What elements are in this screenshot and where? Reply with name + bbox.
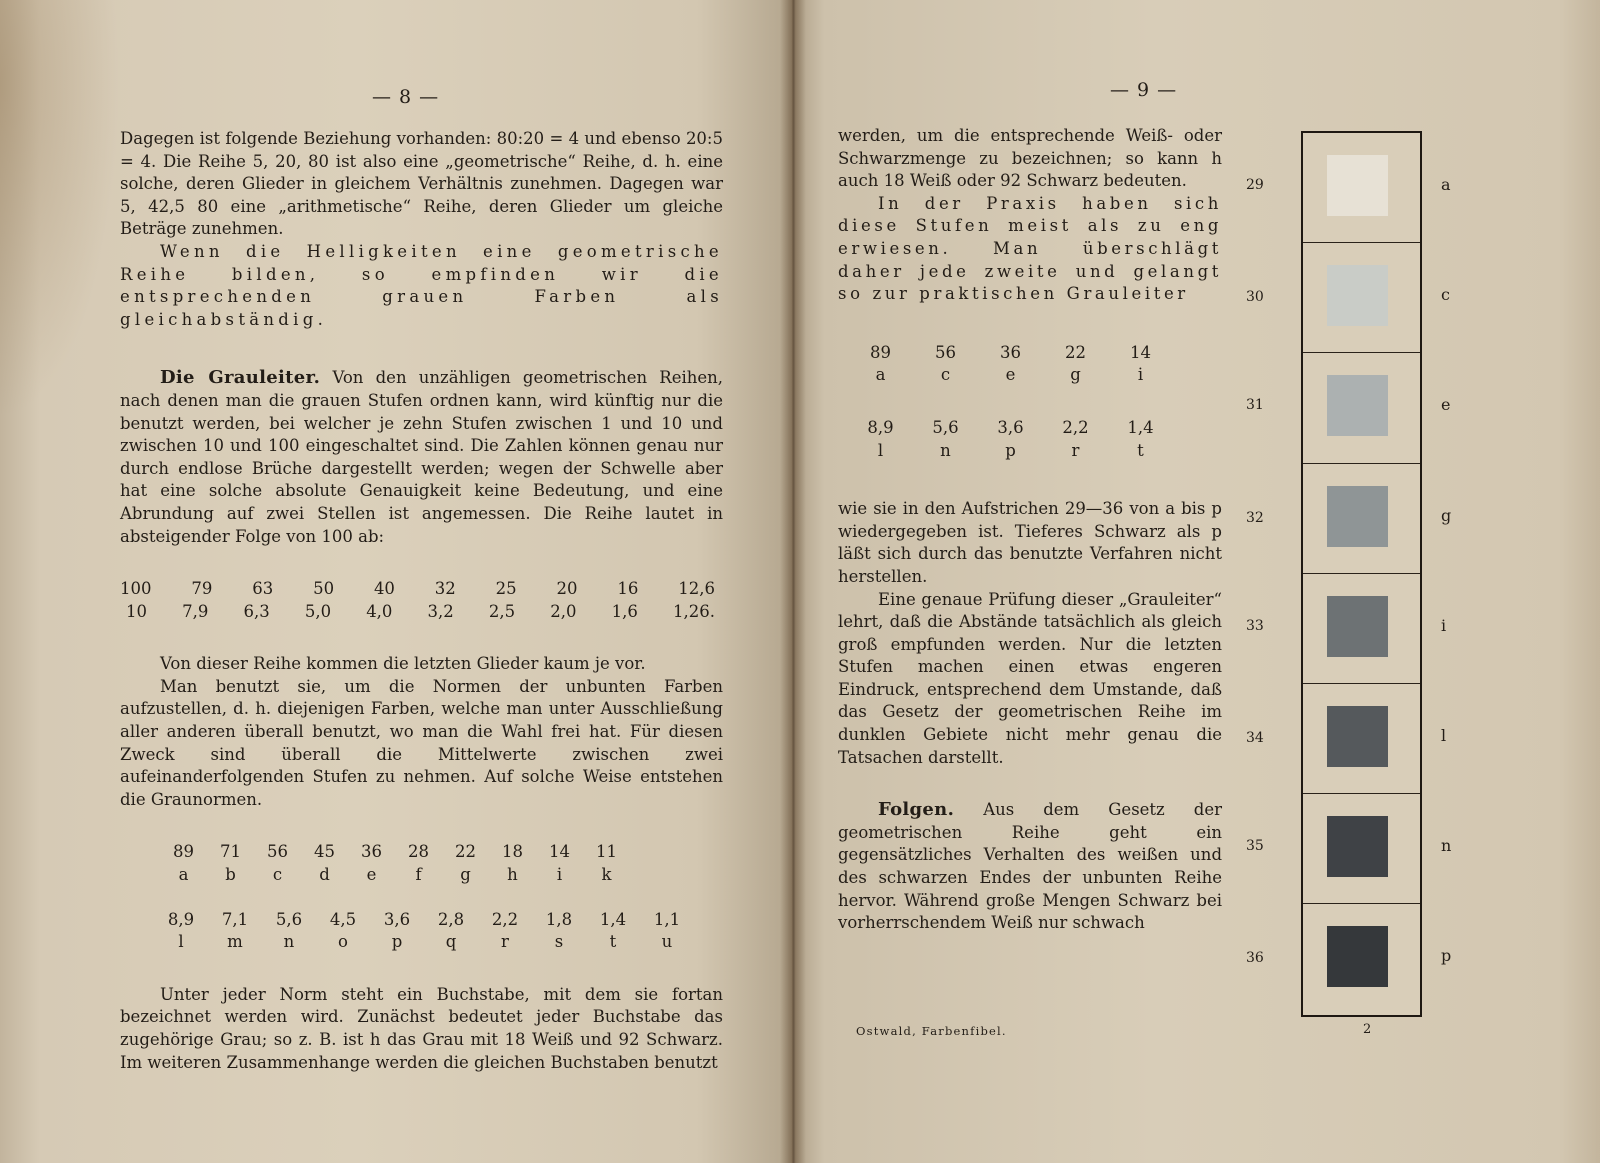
grey-swatch <box>1327 816 1388 877</box>
norm-value: 3,6 <box>383 909 411 929</box>
norm-value: 2,2 <box>491 909 519 929</box>
norms-table-2 <box>120 909 723 954</box>
practical-value: 56 <box>935 342 956 362</box>
series-value: 4,0 <box>366 601 393 621</box>
swatch-cell <box>1246 464 1452 574</box>
swatch-number: 29 <box>1246 177 1264 193</box>
swatch-number: 34 <box>1246 729 1264 746</box>
paragraph-letters: Unter jeder Norm steht ein Buchstabe, mit dem sie fortan bezeichnet werden wird. Zunächst bedeutet jeder Buchstabe das zugehörige Grau; so z. B. ist h das Grau mit 18 Weiß und 92 Schwarz. Im weiteren Zusammenhange werden die gleichen Buchstaben benutzt <box>120 984 723 1072</box>
series-value: 100 <box>120 579 152 599</box>
paragraph-pruefung: Eine genaue Prüfung dieser „Grauleiter“ lehrt, daß die Abstände tatsächlich als gleich groß empfunden werden. Nur die letzten Stufen machen einen etwas engeren Eindruck, entsprechend dem Umstande, daß das Gesetz der geometrischen Reihe im dunklen Gebiete nicht mehr genau die Tatsachen darstellt. <box>838 589 1222 767</box>
norm-letter: m <box>227 932 243 952</box>
norm-value: 22 <box>455 842 476 862</box>
footer-signature: 2 <box>1363 1022 1373 1037</box>
practical-letter: n <box>940 440 951 460</box>
grey-scale-strip <box>1246 131 1452 1017</box>
norm-value: 18 <box>502 842 523 862</box>
practical-values-row <box>848 417 1222 440</box>
practical-value: 89 <box>870 342 891 362</box>
practical-value: 5,6 <box>932 417 959 437</box>
norm-letter: p <box>391 932 403 952</box>
grey-swatch <box>1327 486 1388 547</box>
series-table <box>120 578 723 623</box>
practical-scale-table-1 <box>838 342 1222 387</box>
norm-value: 2,8 <box>437 909 465 929</box>
practical-letters-row <box>848 364 1222 387</box>
practical-scale-table-2 <box>838 417 1222 462</box>
practical-letter: c <box>940 365 951 385</box>
swatch-cell <box>1246 243 1450 353</box>
footer-author-title: Ostwald, Farbenfibel. <box>856 1024 1007 1038</box>
practical-letter: t <box>1137 440 1144 460</box>
norm-value: 45 <box>314 842 335 862</box>
practical-value: 14 <box>1130 342 1151 362</box>
norm-value: 89 <box>173 842 194 862</box>
practical-letters-row <box>848 440 1222 463</box>
series-value: 16 <box>617 579 639 599</box>
norm-letter: s <box>554 932 564 952</box>
swatch-number: 32 <box>1246 509 1264 526</box>
section-heading-folgen: Folgen. <box>878 799 955 821</box>
series-value: 63 <box>252 579 274 599</box>
practical-value: 3,6 <box>997 417 1024 437</box>
series-value: 20 <box>556 579 578 599</box>
swatch-letter: l <box>1441 725 1447 745</box>
series-value: 1,26. <box>672 601 715 621</box>
practical-letter: p <box>1005 440 1016 460</box>
swatch-number: 33 <box>1246 617 1264 634</box>
swatch-number: 31 <box>1246 397 1264 414</box>
grey-swatch <box>1327 706 1388 767</box>
norm-letter: o <box>338 932 348 952</box>
norms-table-1 <box>120 841 723 886</box>
paragraph-last-members: Von dieser Reihe kommen die letzten Glieder kaum je vor. <box>160 654 646 674</box>
norm-value: 14 <box>549 842 570 862</box>
paragraph-praxis: In der Praxis haben sich diese Stufen meist als zu eng erwiesen. Man überschlägt daher jede zweite und gelangt so zur praktischen Grauleiter <box>838 193 1222 304</box>
paragraph-folgen: Folgen. Aus dem Gesetz der geometrischen Reihe geht ein gegensätzliches Verhalten des weißen und des schwarzen Endes der unbunten Reihe hervor. Während große Mengen Schwarz bei vorherrschendem Weiß nur schwach <box>838 799 1222 933</box>
swatch-cell <box>1246 133 1451 243</box>
practical-letter: a <box>875 365 886 385</box>
series-row-bottom <box>120 601 723 624</box>
norm-letter: k <box>601 865 612 885</box>
swatch-number: 36 <box>1246 950 1264 967</box>
paragraph-brightness: Wenn die Helligkeiten eine geometrische Reihe bilden, so empfinden wir die entsprechenden grauen Farben als gleichabständig. <box>120 241 723 329</box>
series-value: 5,0 <box>304 601 332 621</box>
series-value: 2,5 <box>488 601 516 621</box>
series-value: 32 <box>434 579 456 599</box>
practical-letter: r <box>1071 440 1080 460</box>
series-value: 50 <box>313 579 335 599</box>
norm-letter: u <box>661 932 673 952</box>
norm-value: 4,5 <box>329 909 357 929</box>
swatch-number: 35 <box>1246 838 1264 855</box>
norm-value: 71 <box>220 842 241 862</box>
book-gutter <box>780 0 806 1163</box>
norm-letter: a <box>178 865 189 885</box>
norm-value: 7,1 <box>221 909 249 929</box>
series-value: 40 <box>373 579 395 599</box>
norm-letter: d <box>319 865 330 885</box>
grey-swatch <box>1327 155 1388 216</box>
norm-letter: l <box>178 932 184 952</box>
norms-values-row <box>154 909 723 932</box>
series-value: 6,3 <box>243 601 270 621</box>
series-value: 3,2 <box>427 601 454 621</box>
norm-letter: b <box>225 865 236 885</box>
norm-letter: h <box>507 865 518 885</box>
page-number-left: — 8 — <box>372 86 440 108</box>
norms-letters-row <box>154 931 723 954</box>
norm-value: 1,4 <box>599 909 627 929</box>
swatch-cell <box>1246 353 1451 463</box>
paragraph-geometric-series: Dagegen ist folgende Beziehung vorhanden: 80:20 = 4 und ebenso 20:5 = 4. Die Reihe 5, 20, 80 ist also eine „geometrische“ Reihe, d. h. eine solche, deren Glieder in gleichem Verhältnis zunehmen. Dagegen war 5, 42,5 80 eine „arithmetische“ Reihe, deren Glieder um gleiche Beträge zunehmen. <box>120 129 723 239</box>
norm-letter: n <box>283 932 295 952</box>
norm-letter: g <box>460 865 471 885</box>
swatch-cell <box>1246 684 1447 794</box>
norm-value: 1,1 <box>653 909 681 929</box>
series-row-top <box>120 578 723 601</box>
series-value: 1,6 <box>611 601 638 621</box>
grey-swatch <box>1327 375 1388 436</box>
practical-value: 8,9 <box>867 417 894 437</box>
norm-letter: i <box>556 865 563 885</box>
norm-letter: c <box>272 865 283 885</box>
practical-letter: e <box>1005 365 1016 385</box>
norm-value: 5,6 <box>275 909 303 929</box>
norm-value: 11 <box>596 842 617 862</box>
practical-values-row <box>848 342 1222 365</box>
swatch-cell <box>1246 574 1447 684</box>
practical-letter: i <box>1137 365 1144 385</box>
paragraph-continued: werden, um die entsprechende Weiß- oder Schwarzmenge zu bezeichnen; so kann h auch 18 Weiß oder 92 Schwarz bedeuten. <box>838 126 1222 191</box>
left-text-block <box>120 128 723 1074</box>
practical-letter: l <box>877 440 884 460</box>
norm-letter: f <box>415 865 422 885</box>
norm-letter: q <box>445 932 457 952</box>
swatch-letter: e <box>1441 395 1451 415</box>
page-number-right: — 9 — <box>1110 79 1178 101</box>
swatch-letter: a <box>1441 175 1451 194</box>
series-value: 2,0 <box>550 601 577 621</box>
paragraph-grauleiter: Die Grauleiter. Von den unzähligen geometrischen Reihen, nach denen man die grauen Stufen ordnen kann, wird künftig nur die benutzt werden, bei welcher je zehn Stufen zwischen 1 und 10 und zwischen 10 und 100 eingeschaltet sind. Die Zahlen können genau nur durch endlose Brüche dargestellt werden; wegen der Schwelle aber hat eine solche absolute Genauigkeit keine Bedeutung, und eine Abrundung auf zwei Stellen ist angemessen. Die Reihe lautet in absteigender Folge von 100 ab: <box>120 367 724 546</box>
right-text-block <box>838 125 1222 935</box>
section-heading-grauleiter: Die Grauleiter. <box>160 367 321 389</box>
series-value: 25 <box>495 579 517 599</box>
swatch-letter: c <box>1441 285 1450 305</box>
series-value: 7,9 <box>182 601 209 621</box>
series-value: 10 <box>126 601 147 621</box>
practical-letter: g <box>1070 365 1081 385</box>
norms-letters-row <box>160 864 723 887</box>
norms-values-row <box>160 841 723 864</box>
page-stain <box>0 0 120 420</box>
norm-value: 8,9 <box>167 909 195 929</box>
swatch-cell <box>1246 794 1452 904</box>
paragraph-normen: Man benutzt sie, um die Normen der unbunten Farben aufzustellen, d. h. diejenigen Farben, welche man unter Ausschließung aller anderen überall benutzt, wo man die Wahl frei hat. Für diesen Zweck sind überall die Mittelwerte zwischen zwei aufeinanderfolgenden Stufen zu nehmen. Auf solche Weise entstehen die Graunormen. <box>120 676 723 809</box>
swatch-letter: n <box>1441 836 1452 856</box>
swatch-letter: i <box>1441 615 1447 635</box>
grey-swatch <box>1327 596 1388 657</box>
swatch-letter: g <box>1441 505 1452 525</box>
series-value: 12,6 <box>678 579 715 599</box>
right-page <box>792 0 1600 1163</box>
practical-value: 22 <box>1065 342 1086 362</box>
norm-value: 56 <box>267 842 288 862</box>
norm-letter: e <box>366 865 377 885</box>
norm-value: 28 <box>408 842 429 862</box>
practical-value: 2,2 <box>1062 417 1089 437</box>
norm-value: 36 <box>361 842 382 862</box>
norm-value: 1,8 <box>545 909 573 929</box>
practical-value: 36 <box>1000 342 1021 362</box>
series-value: 79 <box>191 579 213 599</box>
norm-letter: t <box>609 932 617 952</box>
paragraph-aufstriche: wie sie in den Aufstrichen 29—36 von a bis p wiedergegeben ist. Tieferes Schwarz als p läßt sich durch das benutzte Verfahren nicht herstellen. <box>838 499 1222 586</box>
norm-letter: r <box>501 932 509 952</box>
grey-swatch <box>1327 926 1388 987</box>
practical-value: 1,4 <box>1127 417 1154 437</box>
swatch-number: 30 <box>1246 289 1264 306</box>
left-page <box>0 0 792 1163</box>
swatch-cell <box>1246 904 1452 1013</box>
grey-swatch <box>1327 265 1388 326</box>
swatch-letter: p <box>1441 946 1452 966</box>
